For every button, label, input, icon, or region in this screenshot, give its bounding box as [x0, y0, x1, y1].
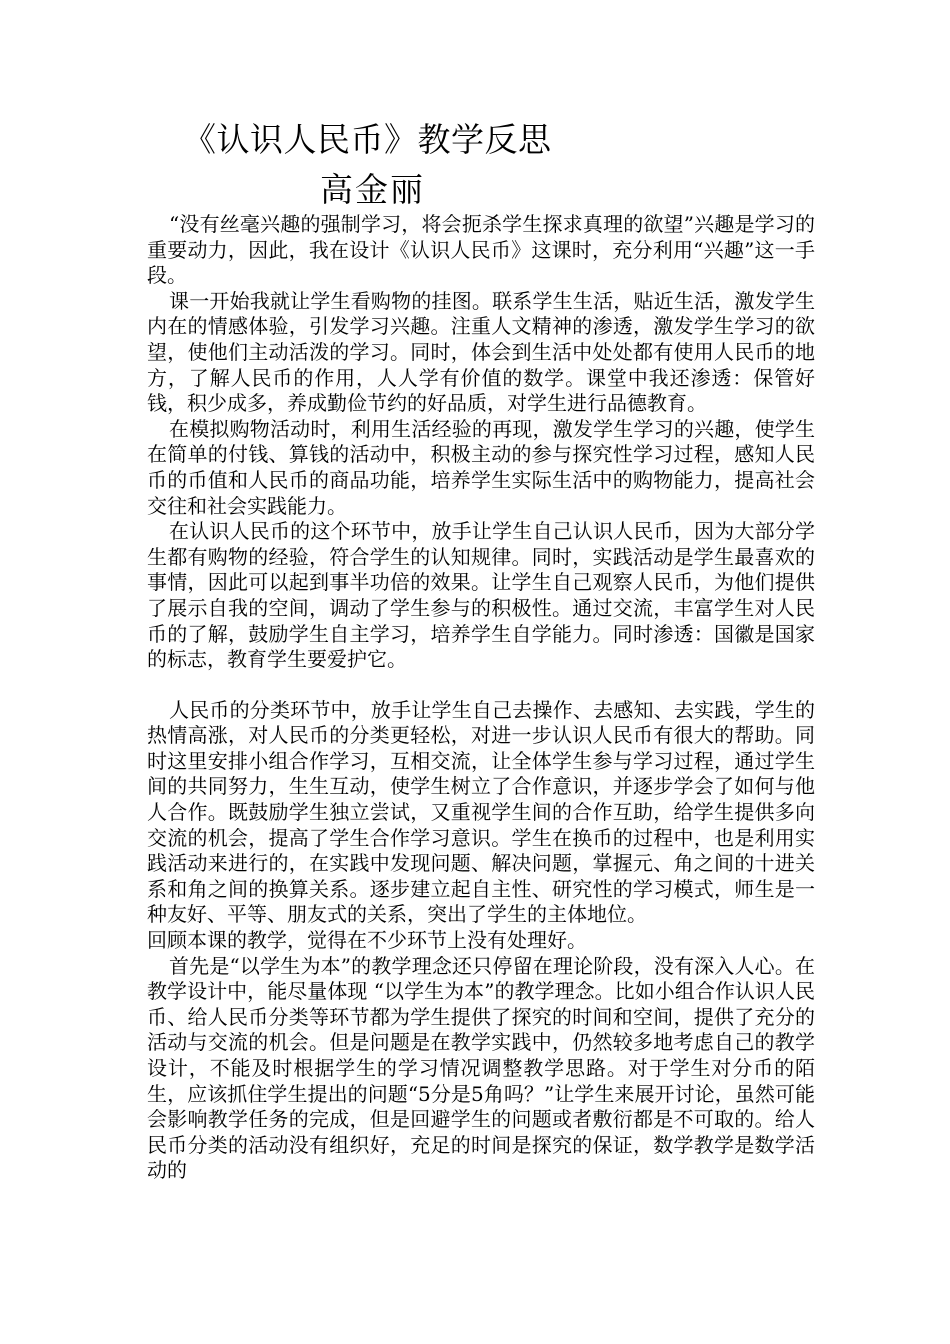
- document-title: 《认识人民币》教学反思: [183, 120, 552, 159]
- document-author: 高金丽: [320, 170, 425, 209]
- paragraph-shopping-picture: 课一开始我就让学生看购物的挂图。联系学生生活，贴近生活，激发学生内在的情感体验，引发学习兴趣。注重人文精神的渗透，激发学生学习的欲望，使他们主动活泼的学习。同时，体会到生活中处处都有使用人民币的地方，了解人民币的作用，人人学有价值的数学。课堂中我还渗透：保管好钱，积少成多，养成勤俭节约的好品质，对学生进行品德教育。: [147, 288, 815, 416]
- paragraph-simulated-shopping: 在模拟购物活动时，利用生活经验的再现，激发学生学习的兴趣，使学生在简单的付钱、算钱的活动中，积极主动的参与探究性学习过程，感知人民币的币值和人民币的商品功能，培养学生实际生活中的购物能力，提高社会交往和社会实践能力。: [147, 416, 815, 518]
- document-body: [147, 212, 815, 1184]
- paragraph-interest-quote: “没有丝毫兴趣的强制学习，将会扼杀学生探求真理的欲望”兴趣是学习的重要动力，因此，我在设计《认识人民币》这课时，充分利用“兴趣”这一手段。: [147, 212, 815, 288]
- paragraph-student-centered: 首先是“以学生为本”的教学理念还只停留在理论阶段，没有深入人心。在教学设计中，能尽量体现 “以学生为本”的教学理念。比如小组合作认识人民币、给人民币分类等环节都为学生提供了探究的时间和空间，提供了充分的活动与交流的机会。但是问题是在教学实践中，仍然较多地考虑自己的教学设计，不能及时根据学生的学习情况调整教学思路。对于学生对分币的陌生，应该抓住学生提出的问题“5分是5角吗？”让学生来展开讨论，虽然可能会影响教学任务的完成，但是回避学生的问题或者敷衍都是不可取的。给人民币分类的活动没有组织好，充足的时间是探究的保证，数学教学是数学活动的: [147, 953, 815, 1183]
- paragraph-classification: 人民币的分类环节中，放手让学生自己去操作、去感知、去实践，学生的热情高涨，对人民币的分类更轻松，对进一步认识人民币有很大的帮助。同时这里安排小组合作学习，互相交流，让全体学生参与学习过程，通过学生间的共同努力，生生互动，使学生树立了合作意识，并逐步学会了如何与他人合作。既鼓励学生独立尝试，又重视学生间的合作互助，给学生提供多向交流的机会，提高了学生合作学习意识。学生在换币的过程中，也是利用实践活动来进行的，在实践中发现问题、解决问题，掌握元、角之间的十进关系和角之间的换算关系。逐步建立起自主性、研究性的学习模式，师生是一种友好、平等、朋友式的关系，突出了学生的主体地位。: [147, 697, 815, 927]
- paragraph-review: 回顾本课的教学，觉得在不少环节上没有处理好。: [147, 928, 587, 953]
- paragraph-recognize-rmb: 在认识人民币的这个环节中，放手让学生自己认识人民币，因为大部分学生都有购物的经验，符合学生的认知规律。同时，实践活动是学生最喜欢的事情，因此可以起到事半功倍的效果。让学生自己观察人民币，为他们提供了展示自我的空间，调动了学生参与的积极性。通过交流，丰富学生对人民币的了解，鼓励学生自主学习，培养学生自学能力。同时渗透：国徽是国家的标志，教育学生要爱护它。: [147, 519, 815, 672]
